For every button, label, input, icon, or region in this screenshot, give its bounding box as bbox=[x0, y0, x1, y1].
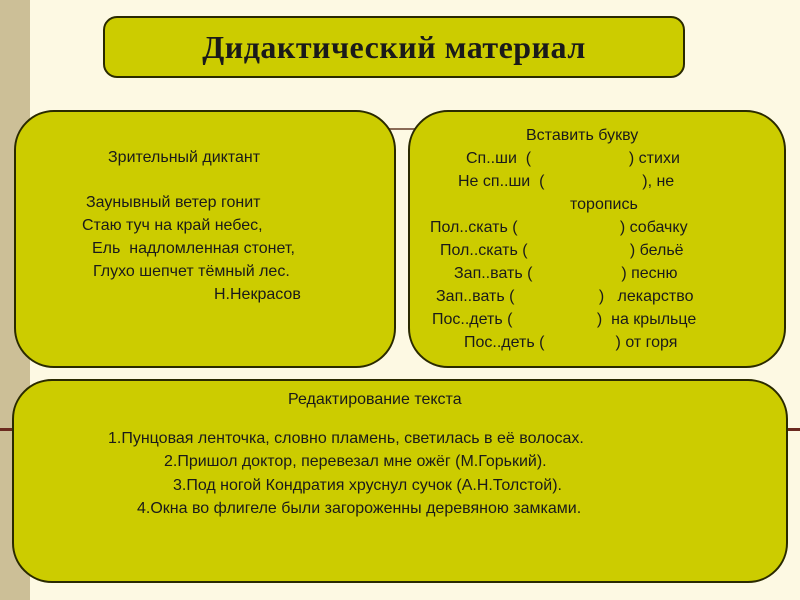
editing-item: 2.Пришол доктор, перевезал мне ожёг (М.Горький). bbox=[164, 453, 547, 470]
exercise-line: Зап..вать ( ) лекарство bbox=[436, 288, 694, 305]
exercise-line: Зап..вать ( ) песню bbox=[454, 265, 678, 282]
poem-line: Стаю туч на край небес, bbox=[82, 217, 263, 234]
visual-dictation-box bbox=[14, 110, 396, 368]
exercise-line: Пос..деть ( ) от горя bbox=[464, 334, 678, 351]
poem-line: Глухо шепчет тёмный лес. bbox=[93, 263, 290, 280]
exercise-line: Пол..скать ( ) бельё bbox=[440, 242, 684, 259]
exercise-line: Сп..ши ( ) стихи bbox=[466, 150, 680, 167]
insert-letter-box bbox=[408, 110, 786, 368]
editing-item: 4.Окна во флигеле были загороженны деревяною замками. bbox=[137, 500, 582, 517]
dictation-heading: Зрительный диктант bbox=[108, 149, 261, 166]
page-title: Дидактический материал bbox=[202, 28, 586, 65]
exercise-line: Пол..скать ( ) собачку bbox=[430, 219, 688, 236]
poem-line: Заунывный ветер гонит bbox=[86, 194, 261, 211]
text-editing-box bbox=[12, 379, 788, 583]
exercise-line: Пос..деть ( ) на крыльце bbox=[432, 311, 697, 328]
exercise-line: Не сп..ши ( ), не bbox=[458, 173, 675, 190]
title-box bbox=[103, 16, 685, 78]
insert-letter-heading: Вставить букву bbox=[526, 127, 639, 144]
poem-author: Н.Некрасов bbox=[214, 286, 301, 303]
exercise-line: торопись bbox=[570, 196, 638, 213]
editing-heading: Редактирование текста bbox=[288, 391, 462, 408]
editing-item: 1.Пунцовая ленточка, словно пламень, светилась в её волосах. bbox=[108, 430, 584, 447]
editing-item: 3.Под ногой Кондратия хруснул сучок (А.Н.Толстой). bbox=[173, 477, 562, 494]
poem-line: Ель надломленная стонет, bbox=[92, 240, 295, 257]
